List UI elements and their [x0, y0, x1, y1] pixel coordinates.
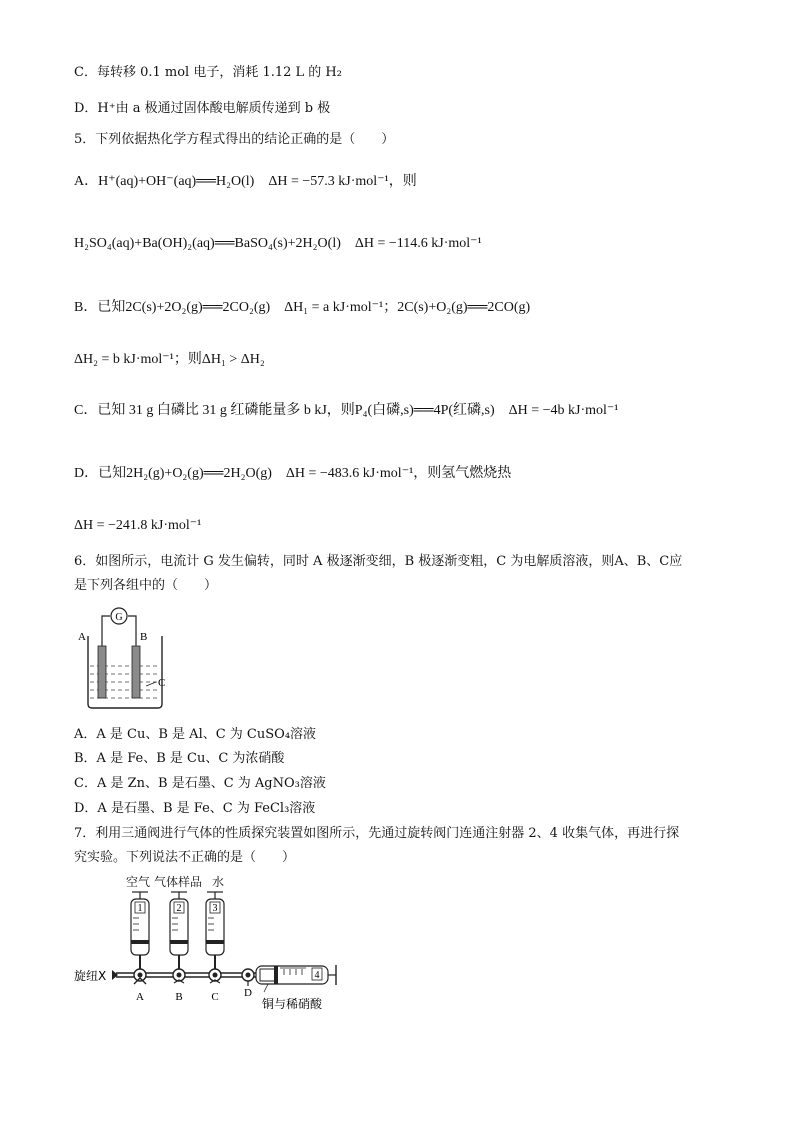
q5-stem: 5．下列依据热化学方程式得出的结论正确的是（ ） [74, 132, 395, 147]
q6-option-c: C．A 是 Zn、B 是石墨、C 为 AgNO₃溶液 [74, 776, 326, 791]
q6-option-b: B．A 是 Fe、B 是 Cu、C 为浓硝酸 [74, 751, 285, 766]
q5-option-c: C．已知 31 g 白磷比 31 g 红磷能量多 b kJ，则P₄(白磷,s)══4P(红磷,s) ΔH = −4b kJ·mol⁻¹ [74, 403, 619, 418]
q5-option-d-line1: D．已知2H₂(g)+O₂(g)══2H₂O(g) ΔH = −483.6 kJ·mol⁻¹，则氢气燃烧热 [74, 466, 512, 481]
electrode-b-label: B [140, 631, 148, 643]
syringe-1-number: 1 [137, 903, 143, 914]
q5-option-d-line2: ΔH = −241.8 kJ·mol⁻¹ [74, 518, 202, 533]
label-gas-sample: 气体样品 [154, 875, 203, 889]
electrode-b [132, 646, 140, 698]
electrode-a-label: A [78, 631, 86, 643]
valve-a-label: A [136, 991, 144, 1003]
galvanometer-label: G [115, 612, 123, 623]
q6-stem-line1: 6．如图所示，电流计 G 发生偏转，同时 A 极逐渐变细，B 极逐渐变粗，C 为电解质溶液，则A、B、C应 [74, 554, 683, 569]
q5-option-b-line2: ΔH₂ = b kJ·mol⁻¹；则ΔH₁ > ΔH₂ [74, 352, 265, 367]
valve-d-label: D [244, 987, 252, 999]
knob-x-icon [112, 970, 118, 980]
q7-stem-line1: 7．利用三通阀进行气体的性质探究装置如图所示，先通过旋转阀门连通注射器 2、4 收集气体，再进行探 [74, 826, 680, 841]
label-air: 空气 [126, 875, 151, 889]
q5-option-a-line1: A．H⁺(aq)+OH⁻(aq)══H₂O(l) ΔH = −57.3 kJ·mol⁻¹，则 [74, 174, 417, 189]
label-water: 水 [212, 875, 225, 889]
solution-c-label: C [158, 677, 166, 689]
label-copper-dilute-nitric-acid: 铜与稀硝酸 [262, 997, 323, 1011]
q7-stem-line2: 究实验。下列说法不正确的是（ ） [74, 850, 296, 865]
q6-option-a: A．A 是 Cu、B 是 Al、C 为 CuSO₄溶液 [74, 727, 317, 742]
q4-option-c: C．每转移 0.1 mol 电子，消耗 1.12 L 的 H₂ [74, 65, 342, 80]
q6-option-d: D．A 是石墨、B 是 Fe、C 为 FeCl₃溶液 [74, 801, 316, 816]
q5-option-b-line1: B．已知2C(s)+2O₂(g)══2CO₂(g) ΔH₁ = a kJ·mol⁻¹；2C(s)+O₂(g)══2CO(g) [74, 300, 531, 315]
galvanic-cell-figure [74, 604, 184, 714]
valve-b-label: B [175, 991, 183, 1003]
q5-option-a-line2: H₂SO₄(aq)+Ba(OH)₂(aq)══BaSO₄(s)+2H₂O(l) ΔH = −114.6 kJ·mol⁻¹ [74, 236, 482, 251]
syringe-2-number: 2 [176, 903, 182, 914]
syringe-3-number: 3 [212, 903, 218, 914]
knob-x-label: 旋纽X [74, 969, 107, 983]
q4-option-d: D．H⁺由 a 极通过固体酸电解质传递到 b 极 [74, 101, 331, 116]
electrode-a [98, 646, 106, 698]
syringe-4-number: 4 [314, 970, 320, 981]
three-way-valve-apparatus-figure [72, 872, 342, 1014]
valve-c-label: C [211, 991, 219, 1003]
q6-stem-line2: 是下列各组中的（ ） [74, 578, 218, 593]
